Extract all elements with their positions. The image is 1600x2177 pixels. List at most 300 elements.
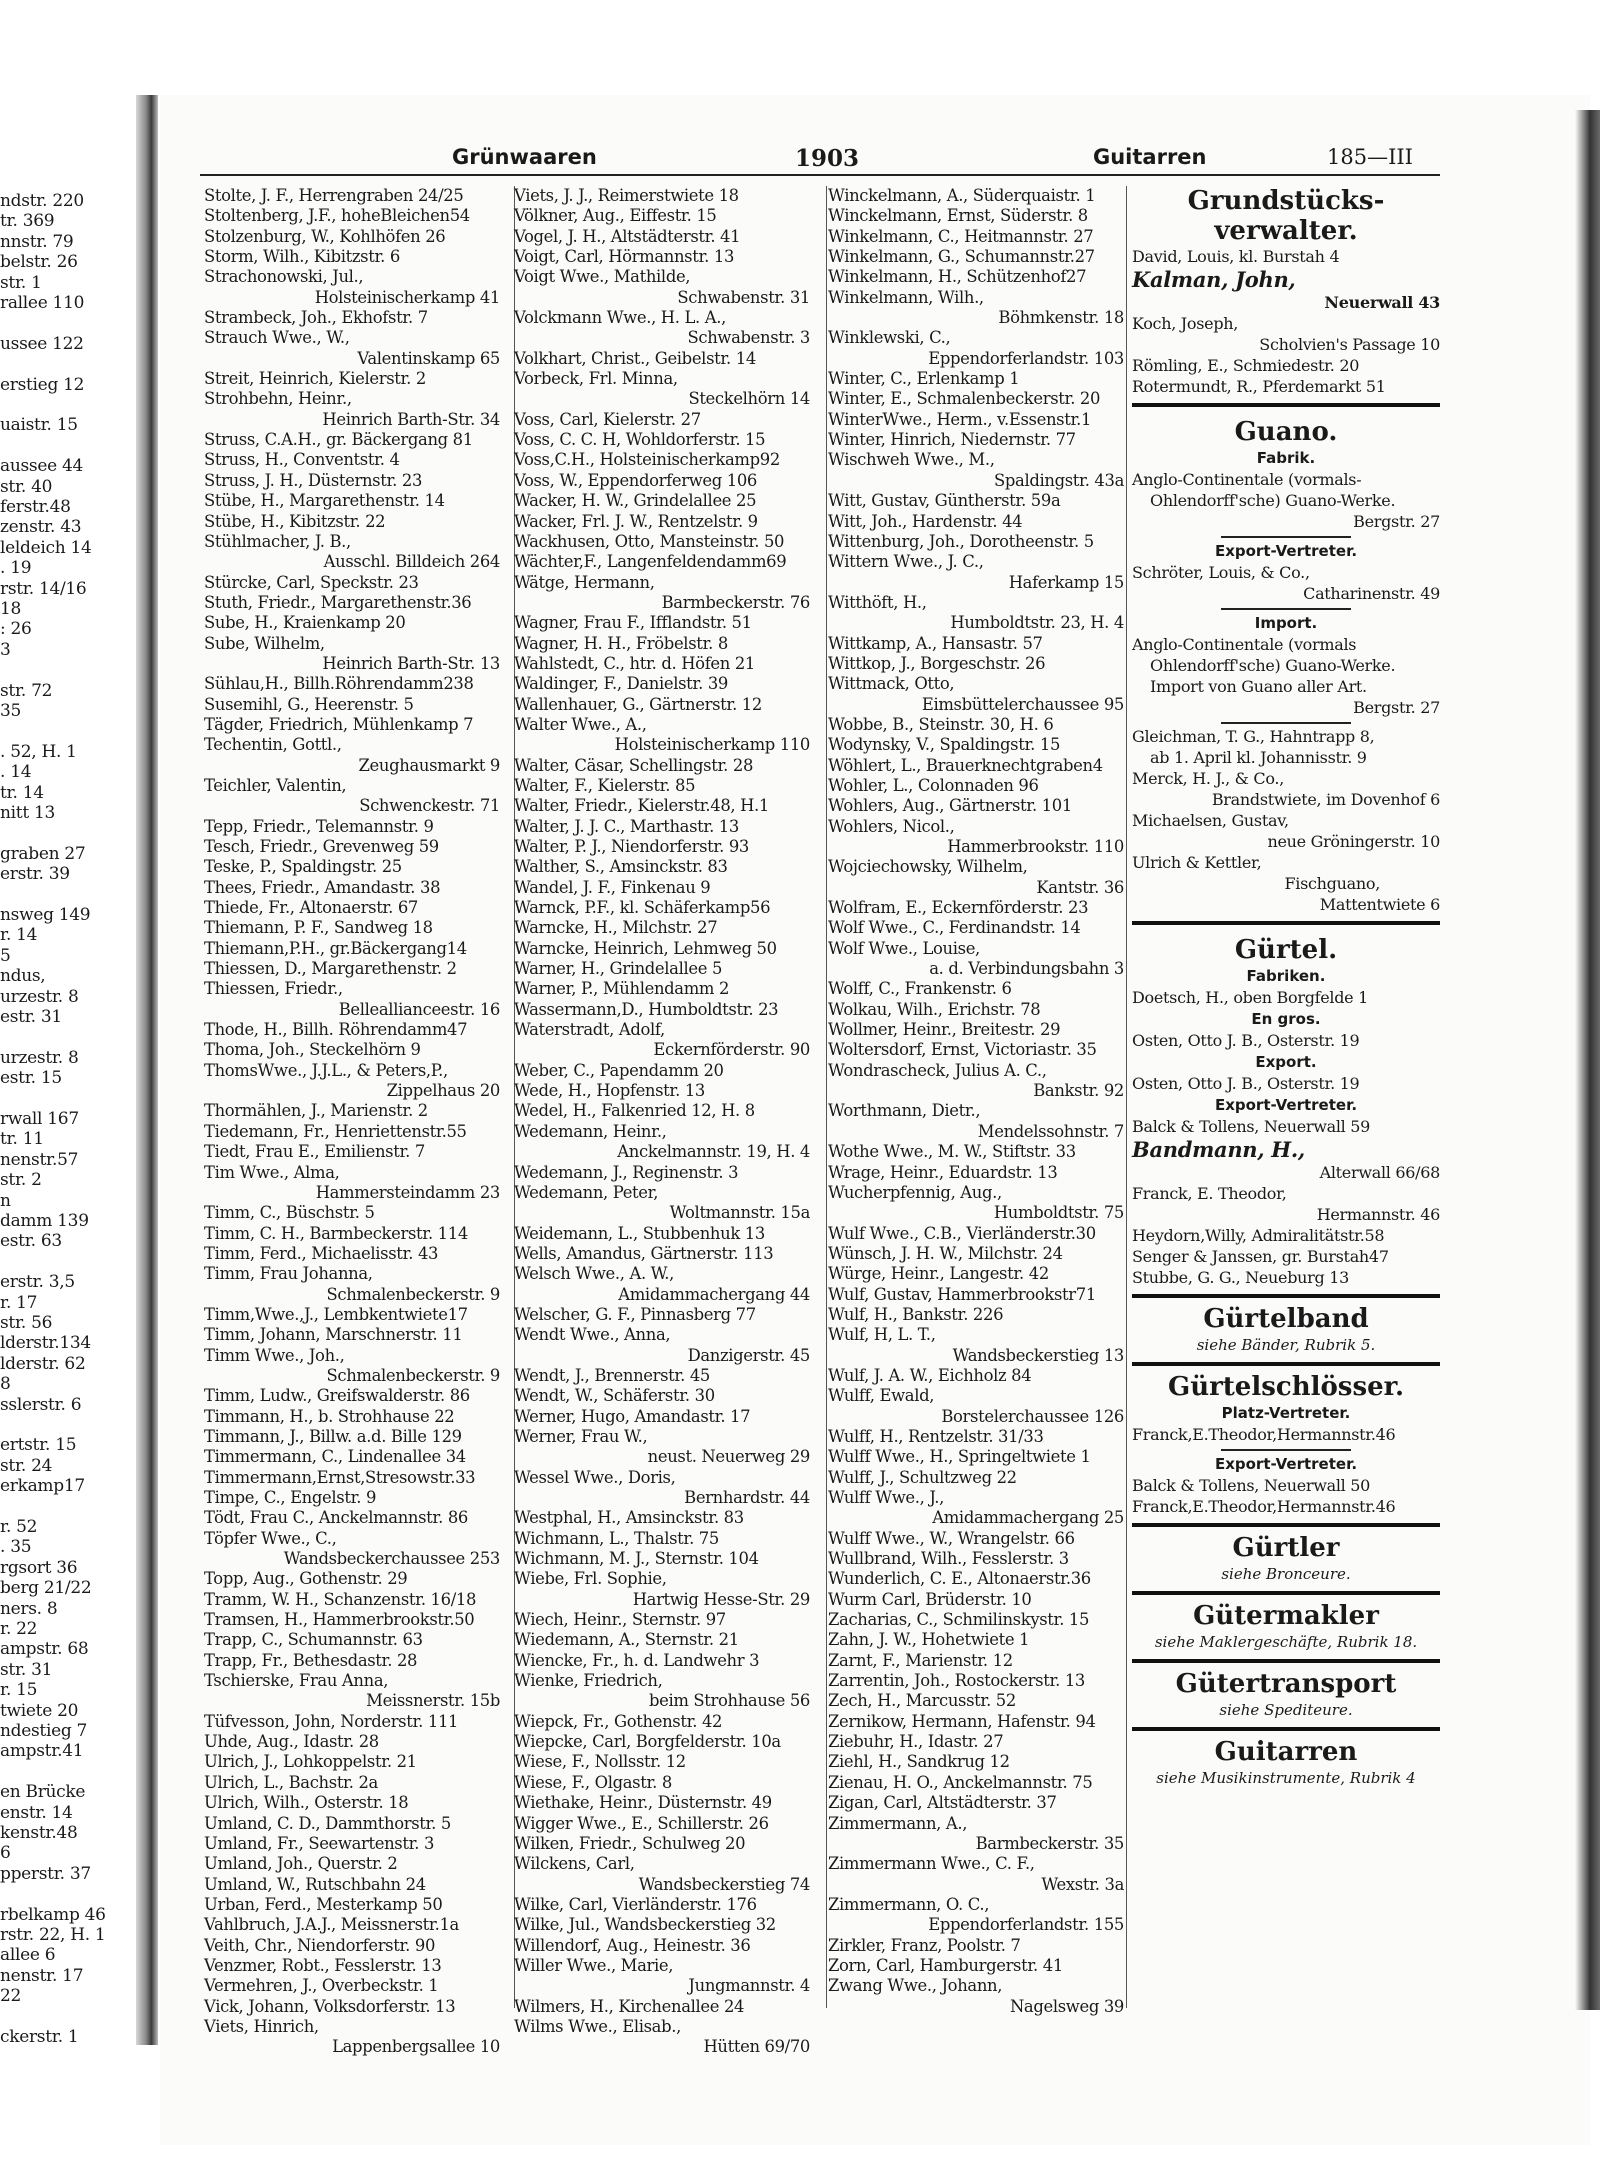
entry-continuation: Wandsbeckerchaussee 253 [283, 1549, 500, 1569]
section-title: Gürtel. [1234, 935, 1338, 965]
directory-entry: Wedemann, J., Reginenstr. 3 [514, 1162, 739, 1182]
directory-entry: Tiedt, Frau E., Emilienstr. 7 [204, 1142, 425, 1162]
previous-page-edge [0, 95, 132, 2045]
margin-fragment: kenstr.48 [0, 1823, 78, 1843]
column-divider [1126, 186, 1127, 2008]
directory-entry: Wendt Wwe., Anna, [514, 1325, 671, 1345]
margin-fragment: 6 [0, 1843, 11, 1864]
directory-entry: Thiessen, D., Margarethenstr. 2 [204, 959, 457, 979]
directory-entry: Thormählen, J., Marienstr. 2 [204, 1101, 428, 1121]
directory-entry: Wagner, Frau F., Ifflandstr. 51 [514, 613, 752, 633]
entry-continuation: Meissnerstr. 15b [366, 1691, 500, 1711]
listing: Balck & Tollens, Neuerwall 59 [1132, 1117, 1371, 1136]
listing: Import von Guano aller Art. [1150, 677, 1367, 696]
section-title: Gütertransport [1175, 1669, 1397, 1699]
directory-entry: Thode, H., Billh. Röhrendamm47 [204, 1020, 468, 1040]
margin-fragment: . 14 [0, 762, 32, 783]
margin-fragment: rgsort 36 [0, 1557, 78, 1578]
margin-fragment: pperstr. 37 [0, 1863, 91, 1884]
directory-entry: Topp, Aug., Gothenstr. 29 [204, 1569, 408, 1589]
directory-entry: Wilke, Jul., Wandsbeckerstieg 32 [514, 1915, 776, 1935]
running-head-left: Grünwaaren [452, 145, 597, 169]
directory-entry: Wilckens, Carl, [514, 1854, 635, 1874]
directory-entry: Wienke, Friedrich, [514, 1671, 663, 1691]
page-right-edge [1575, 110, 1600, 2010]
directory-entry: Witt, Gustav, Güntherstr. 59a [828, 491, 1061, 511]
entry-continuation: Hammersteindamm 23 [315, 1182, 500, 1202]
directory-entry: Winter, Hinrich, Niedernstr. 77 [828, 430, 1076, 450]
directory-entry: Wolkau, Wilh., Erichstr. 78 [828, 999, 1041, 1019]
directory-entry: Werner, Frau W., [514, 1426, 648, 1446]
directory-entry: Veith, Chr., Niendorferstr. 90 [204, 1935, 436, 1955]
directory-entry: Witt, Joh., Hardenstr. 44 [828, 511, 1023, 531]
directory-entry: Wiethake, Heinr., Düsternstr. 49 [514, 1793, 772, 1813]
directory-entry: Zahn, J. W., Hohetwiete 1 [828, 1630, 1030, 1650]
margin-fragment: ckerstr. 1 [0, 2027, 79, 2045]
directory-entry: Wulff, H., Rentzelstr. 31/33 [828, 1426, 1044, 1446]
directory-entry: Wünsch, J. H. W., Milchstr. 24 [828, 1243, 1063, 1263]
directory-entry: Tiedemann, Fr., Henriettenstr.55 [204, 1121, 467, 1141]
margin-fragment: str. 2 [0, 1170, 42, 1191]
directory-entry: Strauch Wwe., W., [204, 328, 350, 348]
directory-entry: Stuth, Friedr., Margarethenstr.36 [204, 592, 472, 612]
margin-fragment: . 52, H. 1 [0, 741, 77, 762]
page-number: 185—III [1327, 145, 1413, 169]
listing: Ohlendorff'sche) Guano-Werke. [1150, 656, 1396, 675]
directory-entry: Tramsen, H., Hammerbrookstr.50 [204, 1610, 475, 1630]
listing: Senger & Janssen, gr. Burstah47 [1132, 1247, 1389, 1266]
directory-entry: Zimmermann, A., [828, 1813, 968, 1833]
margin-fragment: ampstr. 68 [0, 1639, 89, 1660]
listing: Neuerwall 43 [1324, 293, 1440, 312]
directory-entry: Zorn, Carl, Hamburgerstr. 41 [828, 1955, 1063, 1975]
entry-continuation: Böhmkenstr. 18 [998, 308, 1124, 328]
listing: Alterwall 66/68 [1319, 1163, 1440, 1182]
directory-entry: Walter, P. J., Niendorferstr. 93 [514, 837, 749, 856]
directory-entry: Ulrich, L., Bachstr. 2a [204, 1772, 378, 1792]
margin-fragment: nitt 13 [0, 803, 55, 823]
directory-entry: Wobbe, B., Steinstr. 30, H. 6 [828, 714, 1054, 734]
directory-entry: Winter, E., Schmalenbeckerstr. 20 [828, 389, 1101, 409]
section-title: Guitarren [1214, 1737, 1358, 1767]
directory-entry: Timpe, C., Engelstr. 9 [204, 1488, 377, 1507]
directory-entry: Tepp, Friedr., Telemannstr. 9 [204, 816, 434, 836]
directory-entry: Timm, C., Büschstr. 5 [204, 1203, 375, 1223]
directory-entry: Stürcke, Carl, Speckstr. 23 [204, 572, 419, 592]
entry-continuation: Zippelhaus 20 [386, 1081, 500, 1101]
directory-entry: Thees, Friedr., Amandastr. 38 [204, 877, 441, 897]
entry-continuation: Schmalenbeckerstr. 9 [326, 1365, 500, 1385]
directory-entry: Trapp, Fr., Bethesdastr. 28 [204, 1650, 418, 1670]
listing: David, Louis, kl. Burstah 4 [1132, 247, 1340, 266]
directory-entry: Volckmann Wwe., H. L. A., [514, 308, 726, 328]
directory-entry: Wiech, Heinr., Sternstr. 97 [514, 1610, 726, 1630]
directory-entry: Uhde, Aug., Idastr. 28 [204, 1732, 379, 1752]
entry-continuation: Schwabenstr. 3 [687, 328, 810, 348]
directory-entry: Timm,Wwe.,J., Lembkentwiete17 [204, 1304, 468, 1324]
section-guitarren [1132, 1737, 1440, 1789]
directory-entry: Wittmack, Otto, [828, 674, 955, 694]
margin-fragment: leldeich 14 [0, 537, 92, 558]
running-head-right: Guitarren [1093, 145, 1207, 169]
directory-entry: Zimmermann Wwe., C. F., [828, 1854, 1035, 1874]
directory-entry: Wiebe, Frl. Sophie, [514, 1569, 667, 1589]
entry-continuation: Heinrich Barth-Str. 13 [322, 653, 500, 673]
directory-entry: Witthöft, H., [828, 592, 927, 612]
entry-continuation: Woltmannstr. 15a [669, 1203, 810, 1223]
directory-entry: Walter, J. J. C., Marthastr. 13 [514, 816, 739, 836]
listing: Rotermundt, R., Pferdemarkt 51 [1132, 377, 1386, 396]
directory-entry: Timmermann, C., Lindenallee 34 [204, 1447, 466, 1467]
listing: Balck & Tollens, Neuerwall 50 [1132, 1476, 1371, 1495]
section-title: Grundstücks- [1187, 186, 1385, 216]
entry-continuation: Jungmannstr. 4 [688, 1976, 810, 1996]
directory-entry: Wothe Wwe., M. W., Stiftstr. 33 [828, 1142, 1076, 1162]
directory-entry: Trapp, C., Schumannstr. 63 [204, 1630, 423, 1650]
margin-fragment: estr. 63 [0, 1231, 62, 1252]
entry-continuation: Holsteinischerkamp 41 [314, 287, 500, 307]
margin-fragment: . 19 [0, 558, 32, 579]
listing: Merck, H. J., & Co., [1132, 769, 1284, 788]
header-rule [200, 174, 1440, 176]
directory-entry: Timm, Johann, Marschnerstr. 11 [204, 1325, 463, 1345]
directory-entry: Wendt, J., Brennerstr. 45 [514, 1365, 710, 1385]
directory-entry: Vick, Johann, Volksdorferstr. 13 [204, 1996, 456, 2016]
directory-entry: Tim Wwe., Alma, [204, 1162, 340, 1182]
directory-entry: Westphal, H., Amsinckstr. 83 [514, 1508, 744, 1528]
directory-entry: Wittkamp, A., Hansastr. 57 [828, 633, 1043, 653]
directory-entry: Wacker, Frl. J. W., Rentzelstr. 9 [514, 511, 758, 531]
entry-continuation: Schwabenstr. 31 [677, 287, 810, 307]
entry-continuation: Amidammachergang 44 [618, 1284, 810, 1304]
section-rule [1132, 1362, 1440, 1366]
entry-continuation: Wexstr. 3a [1041, 1874, 1124, 1894]
listing: Schröter, Louis, & Co., [1132, 563, 1310, 582]
directory-entry: Wendt, W., Schäferstr. 30 [514, 1386, 715, 1406]
directory-column-1 [204, 186, 500, 2058]
directory-entry: Struss, H., Conventstr. 4 [204, 450, 400, 470]
subsection-heading: Platz-Vertreter. [1221, 1404, 1351, 1422]
margin-fragment: lderstr.134 [0, 1333, 91, 1354]
directory-entry: Vahlbruch, J.A.J., Meissnerstr.1a [204, 1915, 459, 1935]
margin-fragment: sslerstr. 6 [0, 1394, 82, 1415]
directory-entry: Thiede, Fr., Altonaerstr. 67 [204, 898, 418, 918]
subsection-rule [1221, 536, 1351, 538]
directory-entry: Vogel, J. H., Altstädterstr. 41 [514, 226, 741, 246]
section-title: verwalter. [1214, 216, 1358, 246]
listing: Osten, Otto J. B., Osterstr. 19 [1132, 1074, 1360, 1093]
entry-continuation: Haferkamp 15 [1008, 572, 1124, 592]
directory-entry: Wollmer, Heinr., Breitestr. 29 [828, 1020, 1061, 1040]
listing: Koch, Joseph, [1132, 314, 1239, 333]
directory-entry: Walter, F., Kielerstr. 85 [514, 775, 696, 795]
directory-entry: Wassermann,D., Humboldtstr. 23 [514, 999, 779, 1019]
directory-entry: Timm, Frau Johanna, [204, 1264, 373, 1284]
entry-continuation: Lappenbergsallee 10 [332, 2037, 500, 2057]
directory-entry: Wohlers, Nicol., [828, 816, 955, 836]
margin-fragment: enstr. 14 [0, 1802, 73, 1823]
directory-entry: Wodynsky, V., Spaldingstr. 15 [828, 735, 1061, 755]
directory-entry: Stübe, H., Kibitzstr. 22 [204, 511, 386, 531]
directory-entry: Warner, P., Mühlendamm 2 [514, 979, 730, 999]
directory-entry: Zech, H., Marcusstr. 52 [828, 1691, 1016, 1711]
entry-continuation: Ausschl. Billdeich 264 [323, 552, 500, 572]
listing: Michaelsen, Gustav, [1132, 811, 1289, 830]
listing: Römling, E., Schmiedestr. 20 [1132, 356, 1360, 375]
listing: Doetsch, H., oben Borgfelde 1 [1132, 988, 1369, 1007]
directory-entry: Wilke, Carl, Vierländerstr. 176 [514, 1894, 757, 1914]
listing: Gleichman, T. G., Hahntrapp 8, [1132, 727, 1375, 746]
directory-entry: Wessel Wwe., Doris, [514, 1467, 676, 1487]
margin-fragment: . 35 [0, 1537, 32, 1558]
margin-fragment: berg 21/22 [0, 1578, 92, 1599]
directory-entry: Wondrascheck, Julius A. C., [828, 1060, 1047, 1080]
margin-fragment: erkamp17 [0, 1476, 85, 1497]
directory-entry: Winter, C., Erlenkamp 1 [828, 369, 1020, 389]
margin-fragment: uaistr. 15 [0, 415, 78, 436]
directory-entry: Wittern Wwe., J. C., [828, 552, 984, 572]
directory-entry: Waterstradt, Adolf, [514, 1020, 665, 1040]
margin-fragment: r. 15 [0, 1680, 38, 1701]
directory-entry: Timmann, J., Billw. a.d. Bille 129 [204, 1426, 462, 1446]
margin-fragment: r. 22 [0, 1619, 38, 1639]
margin-fragment: rbelkamp 46 [0, 1904, 106, 1925]
margin-fragment: n [0, 1190, 11, 1211]
directory-entry: Wittenburg, Joh., Dorotheenstr. 5 [828, 531, 1094, 551]
directory-entry: Winklewski, C., [828, 328, 951, 348]
entry-continuation: Eimsbüttelerchaussee 95 [921, 694, 1124, 714]
directory-entry: Wigger Wwe., E., Schillerstr. 26 [514, 1813, 769, 1833]
directory-entry: Tägder, Friedrich, Mühlenkamp 7 [204, 714, 474, 734]
margin-fragment: en Brücke [0, 1782, 86, 1803]
margin-fragment: rstr. 14/16 [0, 578, 87, 599]
directory-entry: Viets, Hinrich, [204, 2016, 319, 2036]
listing: Fischguano, [1284, 874, 1380, 893]
entry-continuation: Bankstr. 92 [1033, 1081, 1124, 1101]
directory-entry: Wolf Wwe., Louise, [828, 938, 980, 958]
margin-fragment: 18 [0, 599, 22, 619]
directory-entry: Winckelmann, Ernst, Süderstr. 8 [828, 206, 1088, 226]
directory-entry: Zwang Wwe., Johann, [828, 1976, 1003, 1996]
margin-fragment: 5 [0, 945, 11, 966]
directory-entry: Wullbrand, Wilh., Fesslerstr. 3 [828, 1549, 1069, 1569]
listing: Heydorn,Willy, Admiralitätstr.58 [1132, 1226, 1385, 1245]
directory-entry: Voss, C. C. H, Wohldorferstr. 15 [514, 430, 766, 450]
directory-entry: Wedemann, Peter, [514, 1182, 659, 1202]
directory-entry: Storm, Wilh., Kibitzstr. 6 [204, 247, 400, 267]
directory-entry: Venzmer, Robt., Fesslerstr. 13 [204, 1955, 442, 1975]
directory-entry: Woltersdorf, Ernst, Victoriastr. 35 [828, 1040, 1097, 1060]
directory-entry: Stübe, H., Margarethenstr. 14 [204, 491, 445, 511]
entry-continuation: Schwenckestr. 71 [359, 796, 500, 816]
directory-entry: Teske, P., Spaldingstr. 25 [204, 857, 402, 877]
subsection-heading: Export. [1255, 1053, 1317, 1071]
listing: Ulrich & Kettler, [1132, 853, 1262, 872]
directory-entry: Wacker, H. W., Grindelallee 25 [514, 491, 757, 511]
directory-entry: Ulrich, J., Lohkoppelstr. 21 [204, 1752, 417, 1772]
directory-entry: Tüfvesson, John, Norderstr. 111 [204, 1711, 459, 1731]
directory-entry: Wallenhauer, G., Gärtnerstr. 12 [514, 694, 762, 714]
directory-entry: Zienau, H. O., Anckelmannstr. 75 [828, 1772, 1093, 1792]
listing: Mattentwiete 6 [1319, 895, 1440, 914]
directory-column-2 [514, 186, 810, 2058]
subsection-heading: Fabriken. [1246, 967, 1326, 985]
cross-reference: siehe Bänder, Rubrik 5. [1196, 1336, 1376, 1354]
entry-continuation: Belleallianceestr. 16 [338, 999, 500, 1019]
section-rule [1132, 1727, 1440, 1731]
entry-continuation: Hartwig Hesse-Str. 29 [632, 1589, 810, 1609]
margin-fragment: erstieg 12 [0, 374, 85, 395]
section-grundstuecksverwalter [1132, 186, 1440, 407]
margin-fragment: ndstr. 220 [0, 191, 84, 211]
listing: Anglo-Continentale (vormals- [1132, 470, 1362, 489]
directory-entry: Techentin, Gottl., [204, 735, 342, 755]
directory-entry: Weber, C., Papendamm 20 [514, 1060, 724, 1080]
column-divider [826, 186, 827, 2008]
directory-entry: Wulf Wwe., C.B., Vierländerstr.30 [828, 1223, 1096, 1243]
entry-continuation: Eppendorferlandstr. 103 [928, 348, 1124, 368]
margin-fragment: aussee 44 [0, 456, 83, 477]
directory-entry: Wolff, C., Frankenstr. 6 [828, 979, 1012, 999]
directory-entry: Wiese, F., Nollsstr. 12 [514, 1752, 686, 1772]
directory-entry: Wächter,F., Langenfeldendamm69 [514, 552, 787, 572]
subsection-heading: En gros. [1251, 1010, 1321, 1028]
directory-entry: Voss,C.H., Holsteinischerkamp92 [514, 450, 780, 470]
entry-continuation: Wandsbeckerstieg 74 [638, 1874, 810, 1894]
listing: Kalman, John, [1132, 267, 1296, 292]
listing: Scholvien's Passage 10 [1259, 335, 1440, 354]
directory-entry: Wiepcke, Carl, Borgfelderstr. 10a [514, 1732, 781, 1752]
directory-entry: Umland, W., Rutschbahn 24 [204, 1874, 426, 1894]
listing: Catharinenstr. 49 [1303, 584, 1440, 603]
directory-entry: Wohlers, Aug., Gärtnerstr. 101 [828, 796, 1072, 816]
directory-entry: Timm, Ludw., Greifswalderstr. 86 [204, 1386, 470, 1406]
margin-fragment: : 26 [0, 619, 32, 640]
margin-fragment: ussee 122 [0, 333, 84, 354]
margin-fragment: ners. 8 [0, 1598, 58, 1619]
directory-entry: Welscher, G. F., Pinnasberg 77 [514, 1304, 756, 1324]
directory-entry: Wiencke, Fr., h. d. Landwehr 3 [514, 1650, 760, 1670]
directory-entry: Wohler, L., Colonnaden 96 [828, 775, 1039, 795]
directory-entry: Warncke, Heinrich, Lehmweg 50 [514, 938, 777, 958]
directory-entry: Tramm, W. H., Schanzenstr. 16/18 [204, 1589, 477, 1609]
directory-entry: WinterWwe., Herm., v.Essenstr.1 [828, 409, 1092, 429]
directory-entry: Timmann, H., b. Strohhause 22 [204, 1406, 455, 1426]
directory-entry: Timm, Ferd., Michaelisstr. 43 [204, 1243, 439, 1263]
margin-fragment: allee 6 [0, 1945, 56, 1966]
directory-entry: Sube, Wilhelm, [204, 633, 325, 653]
cross-reference: siehe Maklergeschäfte, Rubrik 18. [1154, 1633, 1418, 1651]
margin-fragment: lderstr. 62 [0, 1353, 86, 1374]
directory-entry: Völkner, Aug., Eiffestr. 15 [514, 206, 717, 226]
margin-fragment: nenstr.57 [0, 1149, 79, 1170]
listing: Anglo-Continentale (vormals [1132, 635, 1357, 654]
entry-continuation: Bernhardstr. 44 [684, 1488, 810, 1507]
margin-fragment: urzestr. 8 [0, 986, 79, 1007]
margin-fragment: ndus, [0, 966, 46, 987]
margin-fragment: tr. 11 [0, 1129, 44, 1150]
directory-entry: Stolzenburg, W., Kohlhöfen 26 [204, 226, 446, 246]
directory-entry: Urban, Ferd., Mesterkamp 50 [204, 1894, 443, 1914]
directory-entry: Wulff Wwe., H., Springeltwiete 1 [828, 1447, 1091, 1467]
directory-entry: Wrage, Heinr., Eduardstr. 13 [828, 1162, 1058, 1182]
entry-continuation: a. d. Verbindungsbahn 3 [929, 959, 1124, 979]
directory-entry: Wolfram, E., Eckernförderstr. 23 [828, 898, 1089, 918]
directory-entry: Timm Wwe., Joh., [204, 1345, 345, 1365]
section-title: Gütermakler [1193, 1601, 1379, 1631]
directory-entry: Wöhlert, L., Brauerknechtgraben4 [828, 755, 1103, 775]
directory-entry: Zernikow, Hermann, Hafenstr. 94 [828, 1711, 1096, 1731]
directory-entry: Umland, C. D., Dammthorstr. 5 [204, 1813, 451, 1833]
margin-fragment: str. 31 [0, 1659, 53, 1680]
entry-continuation: neust. Neuerweg 29 [647, 1447, 810, 1467]
directory-entry: Walther, S., Amsinckstr. 83 [514, 857, 728, 877]
margin-fragment: tr. 14 [0, 782, 44, 803]
margin-fragment: zenstr. 43 [0, 517, 82, 538]
cross-reference: siehe Bronceure. [1221, 1565, 1351, 1583]
margin-fragment: estr. 15 [0, 1068, 62, 1089]
directory-entry: Wulf, J. A. W., Eichholz 84 [828, 1365, 1032, 1385]
section-title: Gürtelband [1203, 1304, 1369, 1334]
directory-entry: Wunderlich, C. E., Altonaerstr.36 [828, 1569, 1091, 1589]
cross-reference: siehe Musikinstrumente, Rubrik 4 [1156, 1769, 1416, 1787]
subsection-rule [1221, 722, 1351, 724]
margin-fragment: nnstr. 79 [0, 231, 74, 252]
entry-continuation: Eppendorferlandstr. 155 [928, 1915, 1124, 1935]
margin-fragment: 22 [0, 1986, 22, 2007]
section-rule [1132, 1659, 1440, 1663]
section-rule [1132, 1294, 1440, 1298]
listing: Hermannstr. 46 [1316, 1205, 1440, 1224]
margin-fragment: erstr. 39 [0, 864, 70, 885]
listing: Franck, E. Theodor, [1132, 1184, 1287, 1203]
subsection-heading: Export-Vertreter. [1214, 542, 1358, 560]
directory-entry: Winkelmann, C., Heitmannstr. 27 [828, 226, 1094, 246]
listing: Franck,E.Theodor,Hermannstr.46 [1132, 1425, 1396, 1444]
directory-entry: Wiepck, Fr., Gothenstr. 42 [514, 1711, 723, 1731]
directory-entry: Struss, C.A.H., gr. Bäckergang 81 [204, 430, 473, 450]
margin-fragment: ertstr. 15 [0, 1435, 77, 1456]
directory-entry: Ziebuhr, H., Idastr. 27 [828, 1732, 1004, 1752]
directory-entry: Welsch Wwe., A. W., [514, 1264, 675, 1284]
section-guertler [1132, 1533, 1440, 1595]
directory-entry: Umland, Fr., Seewartenstr. 3 [204, 1833, 435, 1853]
margin-fragment: tr. 369 [0, 211, 55, 232]
margin-fragment: str. 72 [0, 680, 53, 701]
directory-entry: Wede, H., Hopfenstr. 13 [514, 1081, 705, 1101]
cross-reference: siehe Spediteure. [1219, 1701, 1353, 1719]
listing: Brandstwiete, im Dovenhof 6 [1211, 790, 1440, 809]
directory-entry: Wilms Wwe., Elisab., [514, 2016, 681, 2036]
directory-entry: Stolte, J. F., Herrengraben 24/25 [204, 186, 464, 205]
directory-entry: Voss, Carl, Kielerstr. 27 [514, 409, 701, 429]
directory-entry: Willer Wwe., Marie, [514, 1955, 674, 1975]
entry-continuation: Holsteinischerkamp 110 [614, 735, 810, 755]
section-guertel [1132, 935, 1440, 1298]
directory-entry: Voigt, Carl, Hörmannstr. 13 [514, 247, 735, 267]
directory-entry: Ziehl, H., Sandkrug 12 [828, 1752, 1010, 1772]
margin-fragment: r. 52 [0, 1517, 38, 1537]
directory-entry: Zarnt, F., Marienstr. 12 [828, 1650, 1013, 1670]
book-gutter [136, 95, 158, 2045]
directory-entry: Wulff, J., Schultzweg 22 [828, 1467, 1017, 1487]
directory-entry: Zirkler, Franz, Poolstr. 7 [828, 1935, 1021, 1955]
directory-entry: Strachonowski, Jul., [204, 267, 364, 287]
directory-entry: Timmermann,Ernst,Stresowstr.33 [204, 1467, 476, 1487]
subsection-heading: Fabrik. [1256, 449, 1316, 467]
directory-entry: Wackhusen, Otto, Mansteinstr. 50 [514, 531, 785, 551]
directory-entry: Wurm Carl, Brüderstr. 10 [828, 1589, 1032, 1609]
